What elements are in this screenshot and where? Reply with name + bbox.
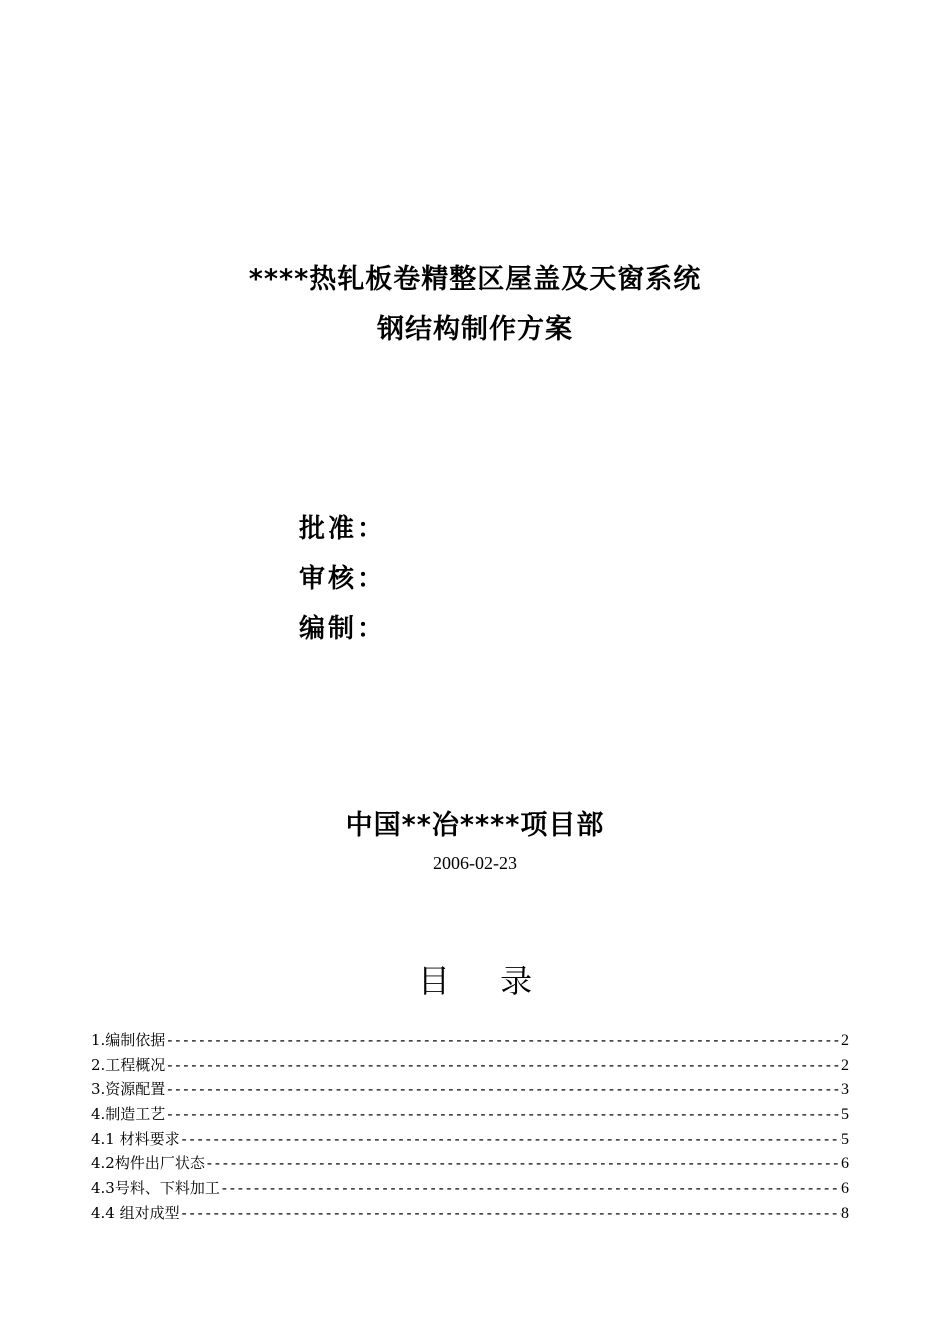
prepare-label: 编制： [299,614,387,644]
toc-leader [180,1127,841,1151]
toc-entry[interactable] [91,1176,849,1201]
toc-entry[interactable] [91,1077,849,1102]
toc-leader [220,1176,841,1200]
toc-entry-label: 3.资源配置 [91,1080,166,1099]
toc-entry-label: 1.编制依据 [91,1031,166,1049]
toc-entry-label: 2.工程概况 [91,1055,166,1074]
toc-entry[interactable] [91,1127,849,1152]
toc-leader [165,1028,841,1052]
toc-entry-label: 4.1 材料要求 [91,1129,180,1148]
toc-entry[interactable] [91,1102,849,1127]
toc-entry-label: 4.制造工艺 [91,1105,166,1124]
toc-list [91,1028,849,1226]
toc-entry-label: 4.4 组对成型 [91,1203,180,1222]
toc-entry-page: 3 [841,1081,849,1099]
toc-entry[interactable] [91,1151,849,1176]
review-label: 审核： [299,564,387,594]
toc-entry-page: 2 [841,1032,849,1049]
toc-leader [205,1151,841,1175]
toc-entry-page: 5 [841,1130,849,1148]
organization-name: 中国**冶****项目部 [345,810,605,841]
toc-leader [180,1201,841,1225]
toc-entry-label: 4.3号料、下料加工 [91,1179,220,1198]
document-title-line-1: ****热轧板卷精整区屋盖及天窗系统 [248,264,702,295]
toc-leader [165,1053,841,1077]
toc-entry-page: 6 [841,1155,849,1173]
toc-entry[interactable] [91,1028,849,1053]
toc-entry-page: 8 [841,1204,849,1222]
toc-entry-label: 4.2构件出厂状态 [91,1154,205,1173]
toc-entry[interactable] [91,1201,849,1226]
toc-entry-page: 2 [841,1056,849,1074]
document-title-line-2: 钢结构制作方案 [377,314,573,345]
document-date: 2006-02-23 [433,853,517,873]
toc-heading: 目 录 [417,962,533,1000]
toc-entry-page: 6 [841,1180,849,1198]
approve-label: 批准： [299,514,387,544]
toc-entry[interactable] [91,1053,849,1078]
toc-leader [165,1077,841,1101]
toc-entry-page: 5 [841,1106,849,1124]
toc-leader [165,1102,841,1126]
